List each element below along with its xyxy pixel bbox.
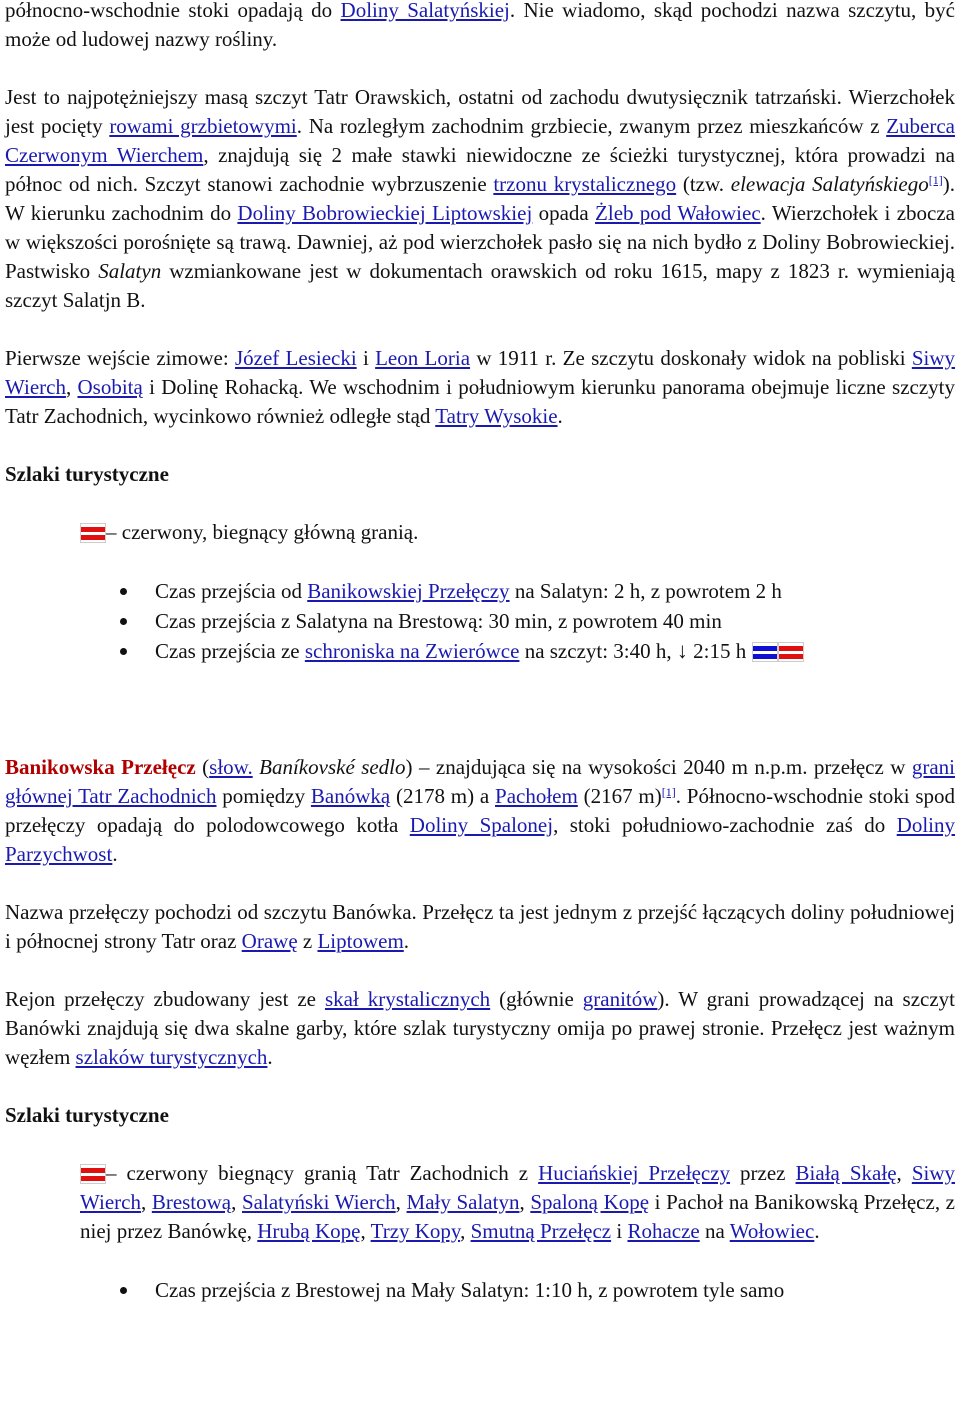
link-liptow[interactable]: Liptowem bbox=[317, 929, 404, 953]
text: – czerwony biegnący granią Tatr Zachodnich z bbox=[106, 1161, 539, 1185]
text: (głównie bbox=[490, 987, 583, 1011]
text: Czas przejścia ze bbox=[155, 639, 305, 663]
link-dolina-bobrowiecka-liptowska[interactable]: Doliny Bobrowieckiej Liptowskiej bbox=[237, 201, 533, 225]
link-trzy-kopy[interactable]: Trzy Kopy bbox=[370, 1219, 461, 1243]
link-osobita[interactable]: Osobitą bbox=[77, 375, 143, 399]
link-zleb-pod-walowiec[interactable]: Żleb pod Wałowiec bbox=[595, 201, 761, 225]
text: z bbox=[297, 929, 318, 953]
text: i Pachoł na Banikowską Przełęcz, z niej przez Banówkę, bbox=[80, 1190, 955, 1243]
link-hucianska-przelecz[interactable]: Huciańskiej Przełęczy bbox=[538, 1161, 731, 1185]
text: północno-wschodnie stoki opadają do bbox=[5, 0, 341, 22]
text: ). W kierunku zachodnim do bbox=[5, 172, 955, 225]
link-leon-loria[interactable]: Leon Loria bbox=[375, 346, 471, 370]
text: Pierwsze wejście zimowe: bbox=[5, 346, 235, 370]
red-trail-flag-icon bbox=[80, 523, 106, 543]
paragraph-geology bbox=[5, 985, 955, 1072]
link-slow[interactable]: słow. bbox=[209, 755, 253, 779]
paragraph-banikowska bbox=[5, 753, 955, 869]
text: pomiędzy bbox=[216, 784, 311, 808]
paragraph-name-origin bbox=[5, 898, 955, 956]
text: (2167 m) bbox=[577, 784, 662, 808]
text: . Północno-wschodnie stoki spod przełęczy opadają do polodowcowego kotła bbox=[5, 784, 956, 837]
text: , znajdują się 2 małe stawki niewidoczne ze ścieżki turystycznej, która prowadzi na północ od nich. Szczyt stanowi zachodnie wybrzuszenie bbox=[5, 143, 955, 196]
text: . Nie wiadomo, skąd pochodzi nazwa szczytu, być może od ludowej nazwy rośliny. bbox=[5, 0, 955, 51]
link-tatry-wysokie[interactable]: Tatry Wysokie bbox=[435, 404, 558, 428]
link-pachol[interactable]: Pachołem bbox=[495, 784, 578, 808]
list-item bbox=[5, 576, 955, 606]
trail-times-list bbox=[5, 1275, 955, 1305]
link-hruba-kopa[interactable]: Hrubą Kopę bbox=[257, 1219, 361, 1243]
link-siwy-wierch[interactable]: Siwy Wierch bbox=[5, 346, 955, 399]
text: Czas przejścia od bbox=[155, 579, 308, 603]
arrow-down-icon: ↓ bbox=[676, 638, 688, 663]
link-salatynski-wierch[interactable]: Salatyński Wierch bbox=[242, 1190, 396, 1214]
footnote-link[interactable]: [1] bbox=[928, 173, 943, 187]
text: przez bbox=[730, 1161, 796, 1185]
text: Rejon przełęczy zbudowany jest ze bbox=[5, 987, 325, 1011]
list-item bbox=[5, 636, 955, 666]
link-spalona-kopa[interactable]: Spaloną Kopę bbox=[530, 1190, 650, 1214]
link-biala-skala[interactable]: Białą Skałę bbox=[795, 1161, 897, 1185]
text: , bbox=[519, 1190, 531, 1214]
text: , bbox=[231, 1190, 242, 1214]
link-jozef-lesiecki[interactable]: Józef Lesiecki bbox=[234, 346, 357, 370]
text: (2178 m) a bbox=[390, 784, 496, 808]
text: i Dolinę Rohacką. We wschodnim i południowym kierunku panorama obejmuje liczne szczyty Tatr Zachodnich, wycinkowo również odległe stąd bbox=[5, 375, 955, 428]
text: Jest to najpotężniejszy masą szczyt Tatr Orawskich, ostatni od zachodu dwutysięcznik tatrzański. Wierzchołek jest pocięty bbox=[5, 85, 955, 138]
text: , bbox=[896, 1161, 912, 1185]
list-item bbox=[5, 606, 955, 636]
paragraph-description bbox=[5, 83, 955, 315]
paragraph-first-winter-ascent bbox=[5, 344, 955, 431]
text: Czas przejścia z Salatyna na Brestową: 30 min, z powrotem 40 min bbox=[155, 609, 722, 633]
text: opada bbox=[532, 201, 596, 225]
text: . Wierzchołek i zbocza w większości porośnięte są trawą. Dawniej, aż pod wierzchołek pasło się na nich bydło z Doliny Bobrowieckiej. Pastwisko bbox=[5, 201, 955, 283]
text: 2:15 h bbox=[687, 639, 747, 663]
text: , bbox=[460, 1219, 471, 1243]
footnote-link[interactable]: [1] bbox=[661, 785, 676, 799]
text: , stoki południowo-zachodnie zaś do bbox=[553, 813, 897, 837]
text: na Salatyn: 2 h, z powrotem 2 h bbox=[509, 579, 782, 603]
link-maly-salatyn[interactable]: Mały Salatyn bbox=[406, 1190, 520, 1214]
link-brestowa[interactable]: Brestową bbox=[151, 1190, 232, 1214]
link-granity[interactable]: granitów bbox=[582, 987, 658, 1011]
text: ). W grani prowadzącej na szczyt Banówki znajdują się dwa skalne garby, które szlak turystyczny omija po prawej stronie. Przełęcz jest ważnym węzłem bbox=[5, 987, 955, 1069]
paragraph-intro bbox=[5, 0, 955, 54]
text: na szczyt: 3:40 h, bbox=[519, 639, 677, 663]
link-banowka[interactable]: Banówką bbox=[310, 784, 391, 808]
text: , bbox=[395, 1190, 407, 1214]
link-dolina-spalona[interactable]: Doliny Spalonej bbox=[409, 813, 554, 837]
link-rohacze[interactable]: Rohacze bbox=[627, 1219, 700, 1243]
text: – czerwony, biegnący główną granią. bbox=[106, 520, 419, 544]
text: , bbox=[65, 375, 78, 399]
link-gran-glowna[interactable]: grani głównej Tatr Zachodnich bbox=[5, 755, 955, 808]
red-trail-flag-icon bbox=[80, 1164, 106, 1184]
text: Nazwa przełęczy pochodzi od szczytu Banówka. Przełęcz ta jest jednym z przejść łączących doliny południowej i północnej strony Tatr oraz bbox=[5, 900, 955, 953]
text: . Na rozległym zachodnim grzbiecie, zwanym przez mieszkańców z bbox=[296, 114, 887, 138]
text: w 1911 r. Ze szczytu doskonały widok na pobliski bbox=[470, 346, 912, 370]
text: ) – znajdująca się na wysokości 2040 m n.p.m. przełęcz w bbox=[405, 755, 912, 779]
link-trzon-krystaliczny[interactable]: trzonu krystalicznego bbox=[493, 172, 677, 196]
text: (tzw. bbox=[676, 172, 731, 196]
text: i bbox=[356, 346, 376, 370]
italic-term: elewacja Salatyńskiego bbox=[730, 172, 929, 196]
section-title: Banikowska Przełęcz bbox=[5, 755, 196, 779]
text: Czas przejścia z Brestowej na Mały Salatyn: 1:10 h, z powrotem tyle samo bbox=[155, 1278, 785, 1302]
text: wzmiankowane jest w dokumentach orawskich od roku 1615, mapy z 1823 r. wymieniają szczyt Salatjn B. bbox=[5, 259, 955, 312]
text: , bbox=[140, 1190, 152, 1214]
link-wolowiec[interactable]: Wołowiec bbox=[729, 1219, 815, 1243]
link-schronisko-zwierowka[interactable]: schroniska na Zwierówce bbox=[304, 639, 520, 663]
text: . bbox=[112, 842, 118, 866]
trail-red-ridge bbox=[5, 1159, 955, 1246]
link-siwy-wierch[interactable]: Siwy Wierch bbox=[80, 1161, 955, 1214]
link-skaly-krystaliczne[interactable]: skał krystalicznych bbox=[324, 987, 491, 1011]
text: . bbox=[557, 404, 563, 428]
link-dolina-salatynska[interactable]: Doliny Salatyńskiej bbox=[340, 0, 510, 22]
text: i bbox=[611, 1219, 628, 1243]
text: . bbox=[267, 1045, 273, 1069]
link-rowy-grzbietowe[interactable]: rowami grzbietowymi bbox=[109, 114, 297, 138]
italic-term: Salatyn bbox=[98, 259, 162, 283]
italic-term: Baníkovské sedlo bbox=[252, 755, 406, 779]
link-szlaki-turystyczne[interactable]: szlaków turystycznych bbox=[75, 1045, 268, 1069]
link-dolina-parzychwost[interactable]: Doliny Parzychwost bbox=[5, 813, 956, 866]
link-czerwony-wierch[interactable]: Czerwonym Wierchem bbox=[5, 143, 204, 167]
heading-trails: Szlaki turystyczne bbox=[5, 462, 169, 486]
trail-red bbox=[5, 518, 955, 547]
text: . bbox=[403, 929, 410, 953]
link-banikowska-przelecz[interactable]: Banikowskiej Przełęczy bbox=[307, 579, 510, 603]
blue-trail-flag-icon bbox=[752, 642, 778, 662]
text: . bbox=[814, 1219, 820, 1243]
link-smutna-przelecz[interactable]: Smutną Przełęcz bbox=[470, 1219, 612, 1243]
link-zuberec[interactable]: Zuberca bbox=[886, 114, 955, 138]
text: na bbox=[699, 1219, 730, 1243]
list-item bbox=[5, 1275, 955, 1305]
red-trail-flag-icon bbox=[778, 642, 804, 662]
article bbox=[5, 0, 955, 1305]
text: ( bbox=[195, 755, 210, 779]
trail-times-list bbox=[5, 576, 955, 666]
heading-trails: Szlaki turystyczne bbox=[5, 1103, 169, 1127]
link-orawa[interactable]: Orawę bbox=[241, 929, 298, 953]
text: , bbox=[360, 1219, 371, 1243]
